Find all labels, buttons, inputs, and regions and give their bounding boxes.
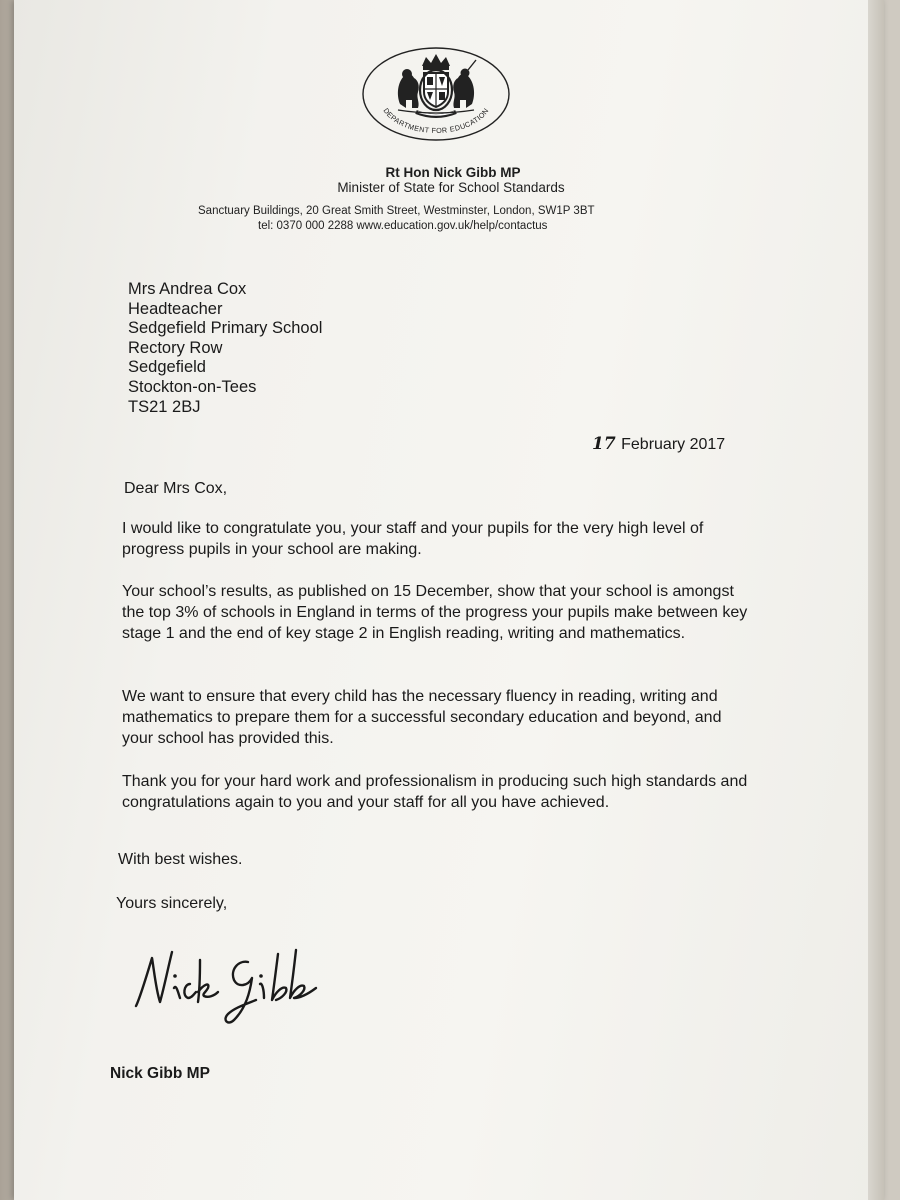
department-address: Sanctuary Buildings, 20 Great Smith Street, Westminster, London, SW1P 3BT bbox=[198, 205, 595, 217]
letter-page bbox=[14, 0, 884, 1200]
date-month-year: February 2017 bbox=[621, 436, 726, 453]
recipient-line: Rectory Row bbox=[128, 338, 223, 357]
body-paragraph: We want to ensure that every child has the necessary fluency in reading, writing and mathematics to prepare them for a successful secondary education and beyond, and your school has provided this. bbox=[122, 688, 722, 748]
date-day-handwritten: 17 bbox=[592, 434, 616, 454]
closing-line: With best wishes. bbox=[118, 851, 243, 868]
letter-date bbox=[592, 434, 725, 454]
crest-arc-text: DEPARTMENT FOR EDUCATION bbox=[381, 106, 491, 136]
recipient-line: Mrs Andrea Cox bbox=[128, 280, 247, 298]
royal-coat-of-arms-icon bbox=[360, 46, 512, 142]
signatory-name: Nick Gibb MP bbox=[110, 1065, 210, 1082]
signature-icon bbox=[130, 940, 330, 1040]
body-paragraph: I would like to congratulate you, your staff and your pupils for the very high level of progress pupils in your school are making. bbox=[122, 520, 704, 559]
minister-role: Minister of State for School Standards bbox=[337, 180, 565, 195]
body-paragraph: Your school’s results, as published on 15 December, show that your school is amongst the top 3% of schools in England in terms of the progress your pupils make between key stage 1 and the end of key stage 2 in English reading, writing and mathematics. bbox=[122, 583, 748, 643]
body-paragraph: Thank you for your hard work and professionalism in producing such high standards and congratulations again to you and your staff for all you have achieved. bbox=[122, 773, 748, 812]
recipient-line: Sedgefield Primary School bbox=[128, 319, 323, 338]
department-crest-logo bbox=[360, 46, 512, 142]
recipient-line: Stockton-on-Tees bbox=[128, 377, 257, 396]
recipient-line: Sedgefield bbox=[128, 358, 206, 377]
salutation: Dear Mrs Cox, bbox=[124, 480, 228, 497]
minister-name: Rt Hon Nick Gibb MP bbox=[385, 165, 521, 180]
signoff-line: Yours sincerely, bbox=[116, 895, 228, 912]
recipient-line: Headteacher bbox=[128, 299, 223, 318]
department-contact: tel: 0370 000 2288 www.education.gov.uk/help/contactus bbox=[258, 220, 548, 232]
recipient-line: TS21 2BJ bbox=[128, 397, 201, 416]
handwritten-signature bbox=[130, 940, 330, 1040]
recipient-address-block bbox=[128, 280, 322, 417]
